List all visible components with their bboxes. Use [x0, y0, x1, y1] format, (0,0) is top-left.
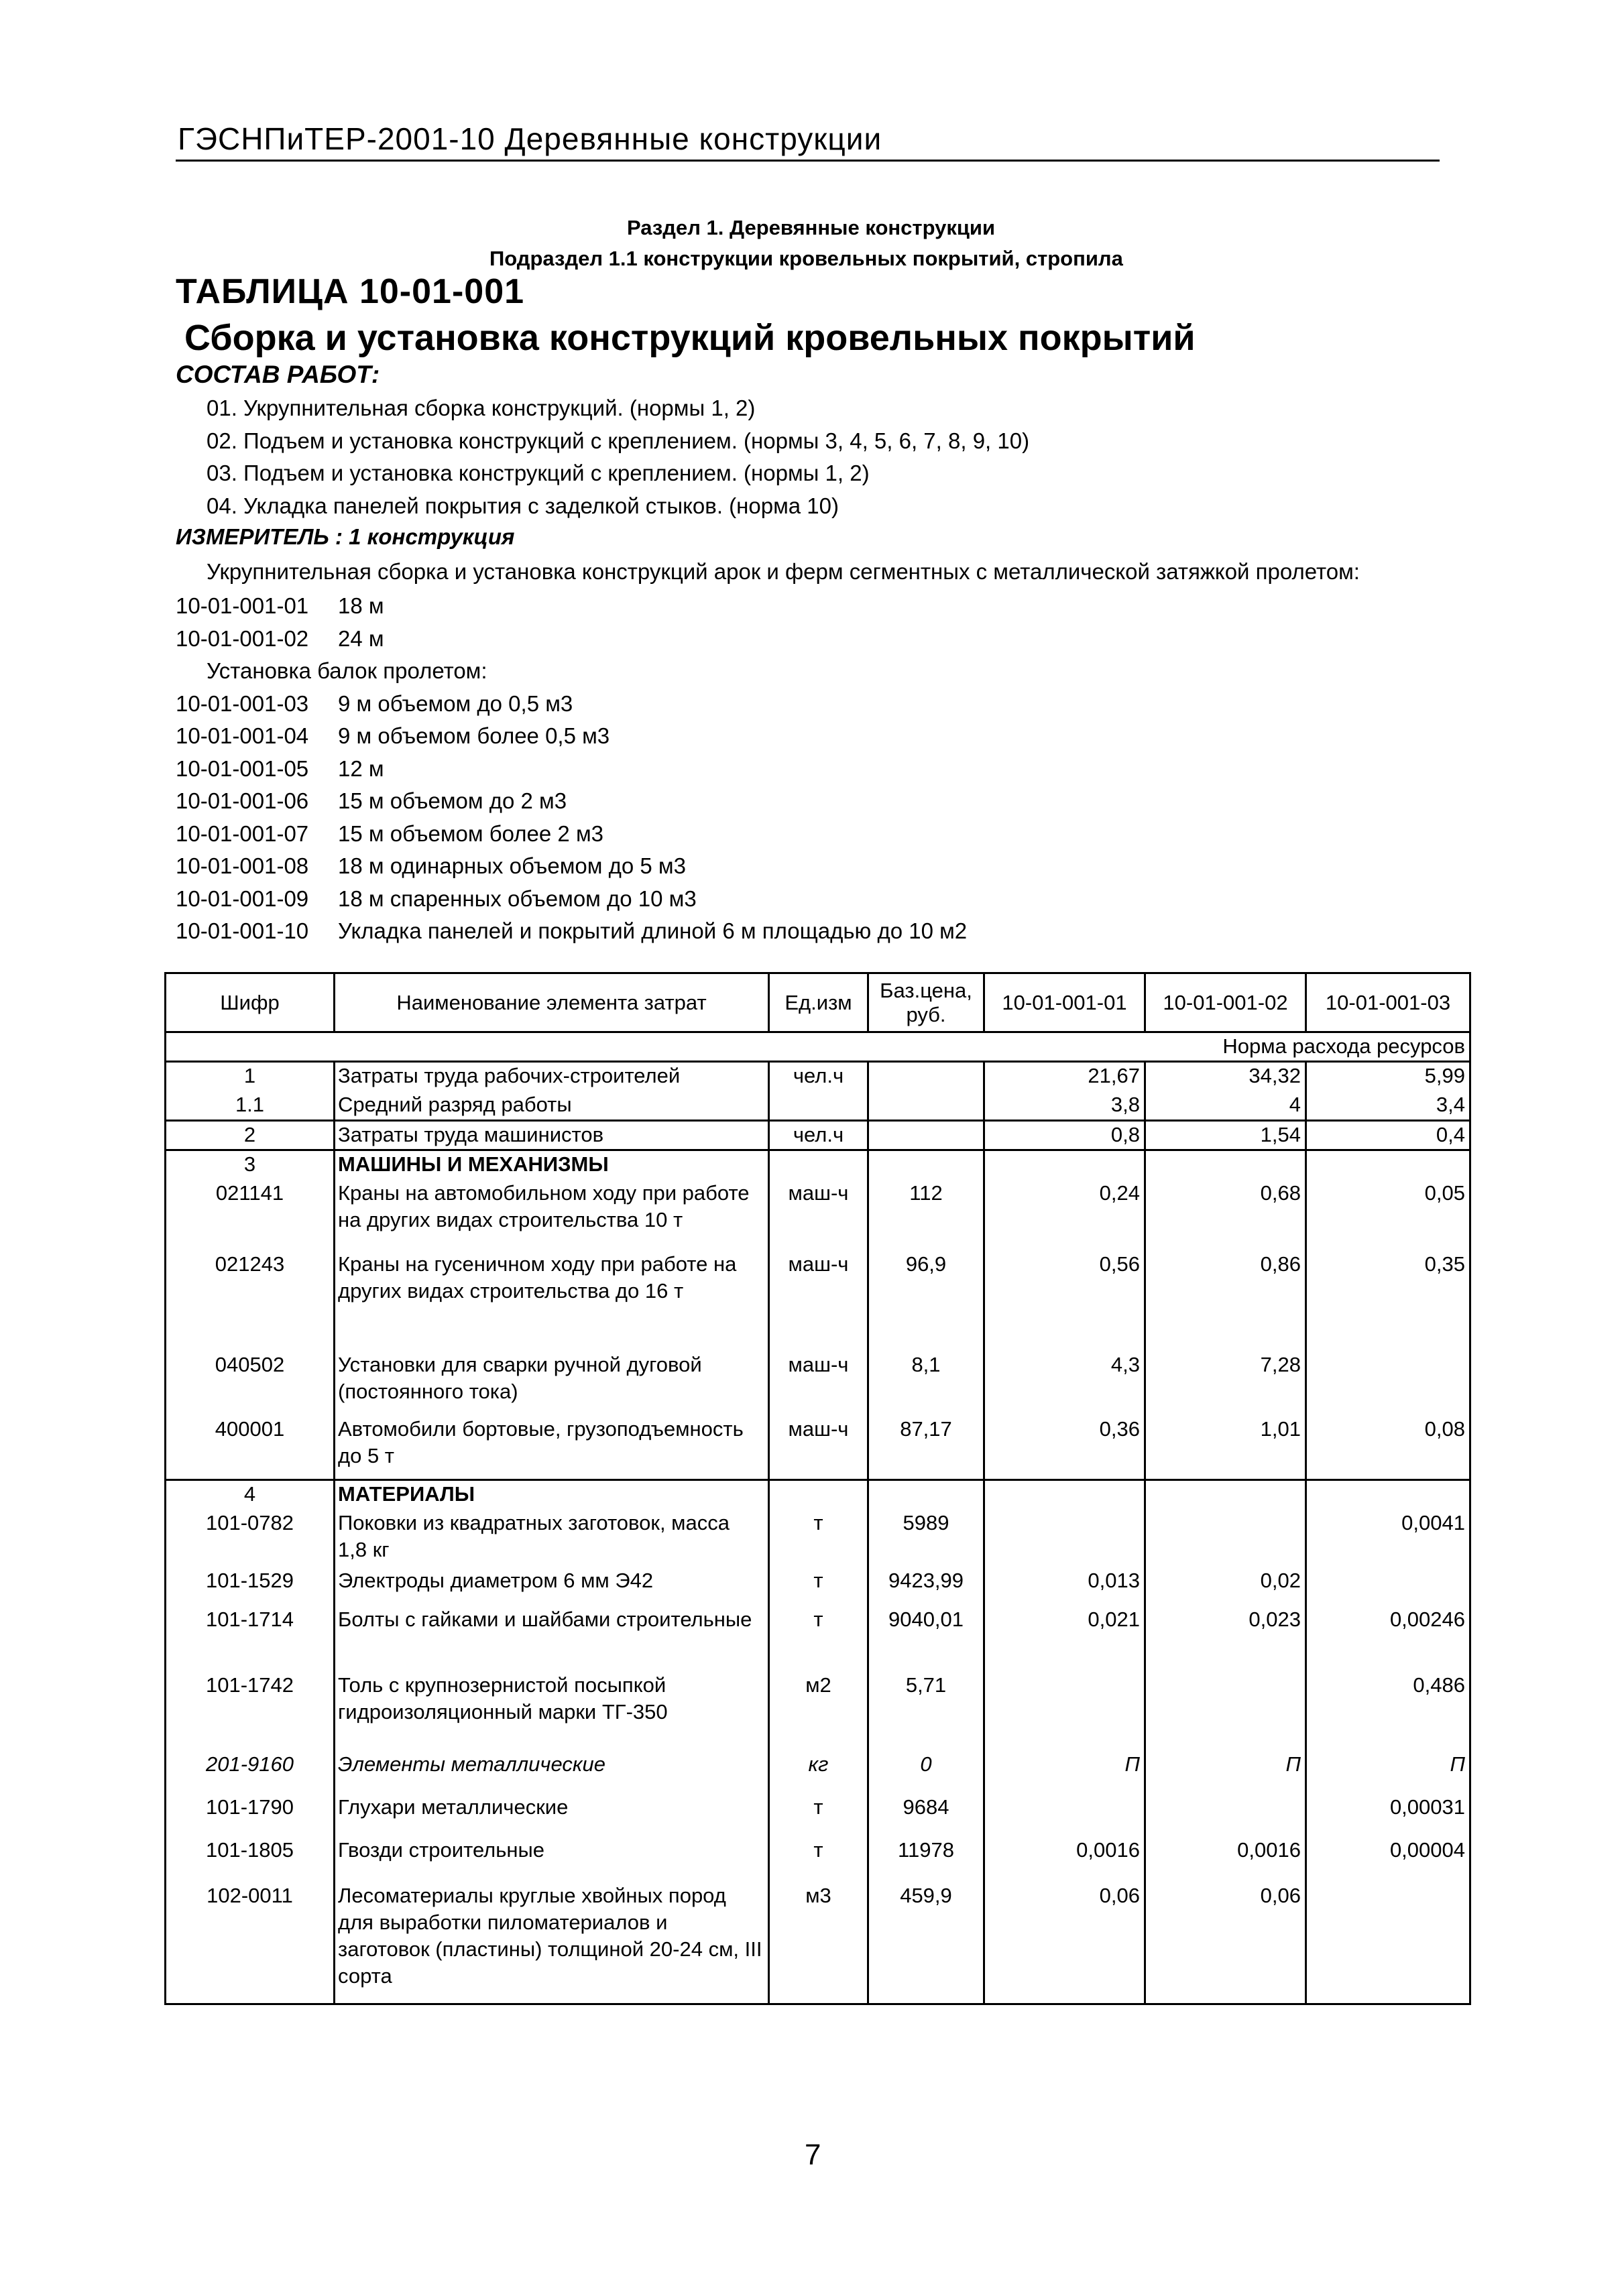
- cipher-cell: 102-0011: [166, 1882, 335, 2004]
- price-cell: [868, 1091, 984, 1121]
- subsection-title: Подраздел 1.1 конструкции кровельных покрытий, стропила: [489, 247, 1123, 270]
- price-cell: [868, 1480, 984, 1510]
- table-header-row: [166, 973, 1470, 1032]
- value-cell: 3,4: [1306, 1091, 1470, 1121]
- value-cell: П: [1306, 1751, 1470, 1794]
- norm-code: 10-01-001-05: [176, 756, 309, 781]
- value-cell: [984, 1480, 1145, 1510]
- cipher-cell: 101-0782: [166, 1510, 335, 1567]
- price-cell: [868, 1121, 984, 1150]
- price-cell: 9040,01: [868, 1606, 984, 1672]
- unit-cell: т: [769, 1794, 868, 1837]
- norm-description: 9 м объемом до 0,5 м3: [338, 690, 573, 716]
- table-row: [166, 1091, 1470, 1121]
- code-list: [176, 590, 968, 948]
- price-cell: 87,17: [868, 1416, 984, 1480]
- norma-row: [166, 1032, 1470, 1062]
- name-cell: Краны на гусеничном ходу при работе на других видах строительства до 16 т: [335, 1251, 769, 1351]
- cipher-cell: 4: [166, 1480, 335, 1510]
- name-cell: Толь с крупнозернистой посыпкой гидроизоляционный марки ТГ-350: [335, 1672, 769, 1751]
- header-cell: Наименование элемента затрат: [335, 973, 769, 1032]
- table-row: [166, 1794, 1470, 1837]
- header-cell: Баз.цена, руб.: [868, 973, 984, 1032]
- norm-description: 18 м: [338, 593, 384, 618]
- cipher-cell: 3: [166, 1150, 335, 1180]
- table-row: [166, 1751, 1470, 1794]
- code-list-item: [176, 818, 603, 851]
- name-cell: Затраты труда машинистов: [335, 1121, 769, 1150]
- price-cell: 9423,99: [868, 1567, 984, 1606]
- table-row: [166, 1351, 1470, 1416]
- header-cell: Шифр: [166, 973, 335, 1032]
- value-cell: [1145, 1672, 1306, 1751]
- norm-description: 15 м объемом более 2 м3: [338, 821, 603, 846]
- table-row: [166, 1837, 1470, 1882]
- cipher-cell: 2: [166, 1121, 335, 1150]
- name-cell: Краны на автомобильном ходу при работе на других видах строительства 10 т: [335, 1180, 769, 1251]
- table-code: ТАБЛИЦА 10-01-001: [176, 272, 525, 311]
- header-cell: 10-01-001-01: [984, 973, 1145, 1032]
- header-cell: Ед.изм: [769, 973, 868, 1032]
- work-composition-label: СОСТАВ РАБОТ:: [176, 361, 380, 388]
- value-cell: 21,67: [984, 1062, 1145, 1091]
- value-cell: 0,00246: [1306, 1606, 1470, 1672]
- name-cell: Поковки из квадратных заготовок, масса 1,8 кг: [335, 1510, 769, 1567]
- unit-cell: маш-ч: [769, 1180, 868, 1251]
- unit-cell: т: [769, 1510, 868, 1567]
- unit-cell: [769, 1091, 868, 1121]
- work-list: [207, 392, 1029, 522]
- unit-cell: т: [769, 1837, 868, 1882]
- value-cell: 0,00004: [1306, 1837, 1470, 1882]
- name-cell: Лесоматериалы круглые хвойных пород для выработки пиломатериалов и заготовок (пластины) толщиной 20-24 см, III сорта: [335, 1882, 769, 2004]
- work-item: 04. Укладка панелей покрытия с заделкой стыков. (норма 10): [207, 493, 839, 518]
- value-cell: 0,06: [984, 1882, 1145, 2004]
- codes-intro: Укрупнительная сборка и установка конструкций арок и ферм сегментных с металлической затяжкой пролетом:: [207, 559, 1360, 584]
- norm-code: 10-01-001-10: [176, 918, 309, 943]
- cipher-cell: 201-9160: [166, 1751, 335, 1794]
- unit-cell: маш-ч: [769, 1251, 868, 1351]
- unit-cell: маш-ч: [769, 1351, 868, 1416]
- table-row: [166, 1510, 1470, 1567]
- cipher-cell: 021243: [166, 1251, 335, 1351]
- name-cell: Средний разряд работы: [335, 1091, 769, 1121]
- table-row: [166, 1062, 1470, 1091]
- unit-cell: т: [769, 1606, 868, 1672]
- unit-cell: [769, 1480, 868, 1510]
- table-row: [166, 1416, 1470, 1480]
- value-cell: 0,013: [984, 1567, 1145, 1606]
- price-cell: 5989: [868, 1510, 984, 1567]
- cipher-cell: 101-1529: [166, 1567, 335, 1606]
- value-cell: [984, 1150, 1145, 1180]
- value-cell: 0,08: [1306, 1416, 1470, 1480]
- price-cell: 5,71: [868, 1672, 984, 1751]
- norm-code: 10-01-001-06: [176, 788, 309, 813]
- value-cell: [1306, 1480, 1470, 1510]
- page-title: Сборка и установка конструкций кровельных покрытий: [184, 318, 1196, 358]
- value-cell: 0,05: [1306, 1180, 1470, 1251]
- value-cell: [1306, 1882, 1470, 2004]
- running-header: ГЭСНПиТЕР-2001-10 Деревянные конструкции: [178, 121, 882, 156]
- cipher-cell: 101-1742: [166, 1672, 335, 1751]
- table-row: [166, 1150, 1470, 1180]
- value-cell: П: [984, 1751, 1145, 1794]
- cipher-cell: 101-1790: [166, 1794, 335, 1837]
- name-cell: Затраты труда рабочих-строителей: [335, 1062, 769, 1091]
- value-cell: 0,0041: [1306, 1510, 1470, 1567]
- value-cell: 0,06: [1145, 1882, 1306, 2004]
- table-row: [166, 1567, 1470, 1606]
- norm-code: 10-01-001-07: [176, 821, 309, 846]
- cipher-cell: 400001: [166, 1416, 335, 1480]
- measure-unit: ИЗМЕРИТЕЛЬ : 1 конструкция: [176, 524, 515, 549]
- header-cell: 10-01-001-02: [1145, 973, 1306, 1032]
- value-cell: 0,86: [1145, 1251, 1306, 1351]
- value-cell: 0,486: [1306, 1672, 1470, 1751]
- value-cell: 7,28: [1145, 1351, 1306, 1416]
- norm-code: 10-01-001-08: [176, 853, 309, 878]
- norm-description: 18 м одинарных объемом до 5 м3: [338, 853, 686, 878]
- cipher-cell: 1: [166, 1062, 335, 1091]
- price-cell: 112: [868, 1180, 984, 1251]
- value-cell: 0,56: [984, 1251, 1145, 1351]
- name-cell: МАТЕРИАЛЫ: [335, 1480, 769, 1510]
- value-cell: [984, 1672, 1145, 1751]
- value-cell: 0,023: [1145, 1606, 1306, 1672]
- price-cell: 9684: [868, 1794, 984, 1837]
- code-list-item: [176, 623, 487, 656]
- name-cell: Электроды диаметром 6 мм Э42: [335, 1567, 769, 1606]
- code-list-item: [176, 720, 610, 753]
- value-cell: [984, 1794, 1145, 1837]
- name-cell: МАШИНЫ И МЕХАНИЗМЫ: [335, 1150, 769, 1180]
- table-row: [166, 1121, 1470, 1150]
- price-cell: 8,1: [868, 1351, 984, 1416]
- name-cell: Глухари металлические: [335, 1794, 769, 1837]
- value-cell: П: [1145, 1751, 1306, 1794]
- norm-code: 10-01-001-03: [176, 690, 309, 716]
- section-title: Раздел 1. Деревянные конструкции: [627, 216, 996, 239]
- value-cell: 0,0016: [1145, 1837, 1306, 1882]
- value-cell: 0,4: [1306, 1121, 1470, 1150]
- value-cell: 0,68: [1145, 1180, 1306, 1251]
- unit-cell: чел.ч: [769, 1062, 868, 1091]
- price-cell: 459,9: [868, 1882, 984, 2004]
- work-item: 01. Укрупнительная сборка конструкций. (нормы 1, 2): [207, 396, 756, 420]
- table-row: [166, 1606, 1470, 1672]
- norm-description: 12 м: [338, 756, 384, 781]
- price-cell: 11978: [868, 1837, 984, 1882]
- unit-cell: т: [769, 1567, 868, 1606]
- value-cell: 0,02: [1145, 1567, 1306, 1606]
- norm-code: 10-01-001-04: [176, 723, 309, 748]
- norm-description: 18 м спаренных объемом до 10 м3: [338, 886, 697, 911]
- value-cell: [1306, 1567, 1470, 1606]
- table-row: [166, 1251, 1470, 1351]
- cipher-cell: 101-1714: [166, 1606, 335, 1672]
- norm-description: Укладка панелей и покрытий длиной 6 м площадью до 10 м2: [338, 918, 968, 943]
- work-item: 03. Подъем и установка конструкций с креплением. (нормы 1, 2): [207, 461, 870, 485]
- cipher-cell: 101-1805: [166, 1837, 335, 1882]
- code-list-item: [176, 688, 573, 721]
- name-cell: Гвозди строительные: [335, 1837, 769, 1882]
- value-cell: 0,24: [984, 1180, 1145, 1251]
- code-list-subheading: Установка балок пролетом:: [207, 658, 487, 683]
- value-cell: 1,01: [1145, 1416, 1306, 1480]
- header-cell: 10-01-001-03: [1306, 973, 1470, 1032]
- page-number: 7: [805, 2138, 821, 2171]
- norm-description: 9 м объемом более 0,5 м3: [338, 723, 610, 748]
- code-list-item: [176, 590, 487, 623]
- cipher-cell: 1.1: [166, 1091, 335, 1121]
- norma-label: Норма расхода ресурсов: [166, 1032, 1470, 1062]
- code-list-item: [176, 753, 487, 786]
- unit-cell: м2: [769, 1672, 868, 1751]
- code-list-item: [176, 915, 968, 948]
- value-cell: 4,3: [984, 1351, 1145, 1416]
- norm-description: 24 м: [338, 625, 384, 651]
- table-row: [166, 1180, 1470, 1251]
- work-item: 02. Подъем и установка конструкций с креплением. (нормы 3, 4, 5, 6, 7, 8, 9, 10): [207, 428, 1030, 453]
- name-cell: Болты с гайками и шайбами строительные: [335, 1606, 769, 1672]
- price-cell: 96,9: [868, 1251, 984, 1351]
- code-list-item: [176, 785, 567, 818]
- value-cell: [1145, 1150, 1306, 1180]
- norm-code: 10-01-001-09: [176, 886, 309, 911]
- price-cell: 0: [868, 1751, 984, 1794]
- cipher-cell: 021141: [166, 1180, 335, 1251]
- unit-cell: [769, 1150, 868, 1180]
- value-cell: [984, 1510, 1145, 1567]
- unit-cell: маш-ч: [769, 1416, 868, 1480]
- table-row: [166, 1672, 1470, 1751]
- value-cell: 34,32: [1145, 1062, 1306, 1091]
- value-cell: 0,0016: [984, 1837, 1145, 1882]
- name-cell: Установки для сварки ручной дуговой (постоянного тока): [335, 1351, 769, 1416]
- value-cell: [1145, 1480, 1306, 1510]
- value-cell: [1145, 1794, 1306, 1837]
- value-cell: 0,021: [984, 1606, 1145, 1672]
- name-cell: Автомобили бортовые, грузоподъемность до 5 т: [335, 1416, 769, 1480]
- table-row: [166, 1480, 1470, 1510]
- resource-table: [164, 972, 1471, 2005]
- unit-cell: кг: [769, 1751, 868, 1794]
- name-cell: Элементы металлические: [335, 1751, 769, 1794]
- norm-code: 10-01-001-02: [176, 625, 309, 651]
- cipher-cell: 040502: [166, 1351, 335, 1416]
- value-cell: [1306, 1150, 1470, 1180]
- value-cell: 0,36: [984, 1416, 1145, 1480]
- unit-cell: чел.ч: [769, 1121, 868, 1150]
- value-cell: 0,8: [984, 1121, 1145, 1150]
- price-cell: [868, 1062, 984, 1091]
- header-rule: [176, 160, 1440, 162]
- norm-description: 15 м объемом до 2 м3: [338, 788, 567, 813]
- value-cell: 0,00031: [1306, 1794, 1470, 1837]
- value-cell: [1306, 1351, 1470, 1416]
- code-list-item: [176, 850, 686, 883]
- norm-code: 10-01-001-01: [176, 593, 309, 618]
- unit-cell: м3: [769, 1882, 868, 2004]
- code-list-item: [176, 883, 697, 916]
- value-cell: [1145, 1510, 1306, 1567]
- value-cell: 4: [1145, 1091, 1306, 1121]
- value-cell: 1,54: [1145, 1121, 1306, 1150]
- table-row: [166, 1882, 1470, 2004]
- price-cell: [868, 1150, 984, 1180]
- value-cell: 3,8: [984, 1091, 1145, 1121]
- value-cell: 5,99: [1306, 1062, 1470, 1091]
- value-cell: 0,35: [1306, 1251, 1470, 1351]
